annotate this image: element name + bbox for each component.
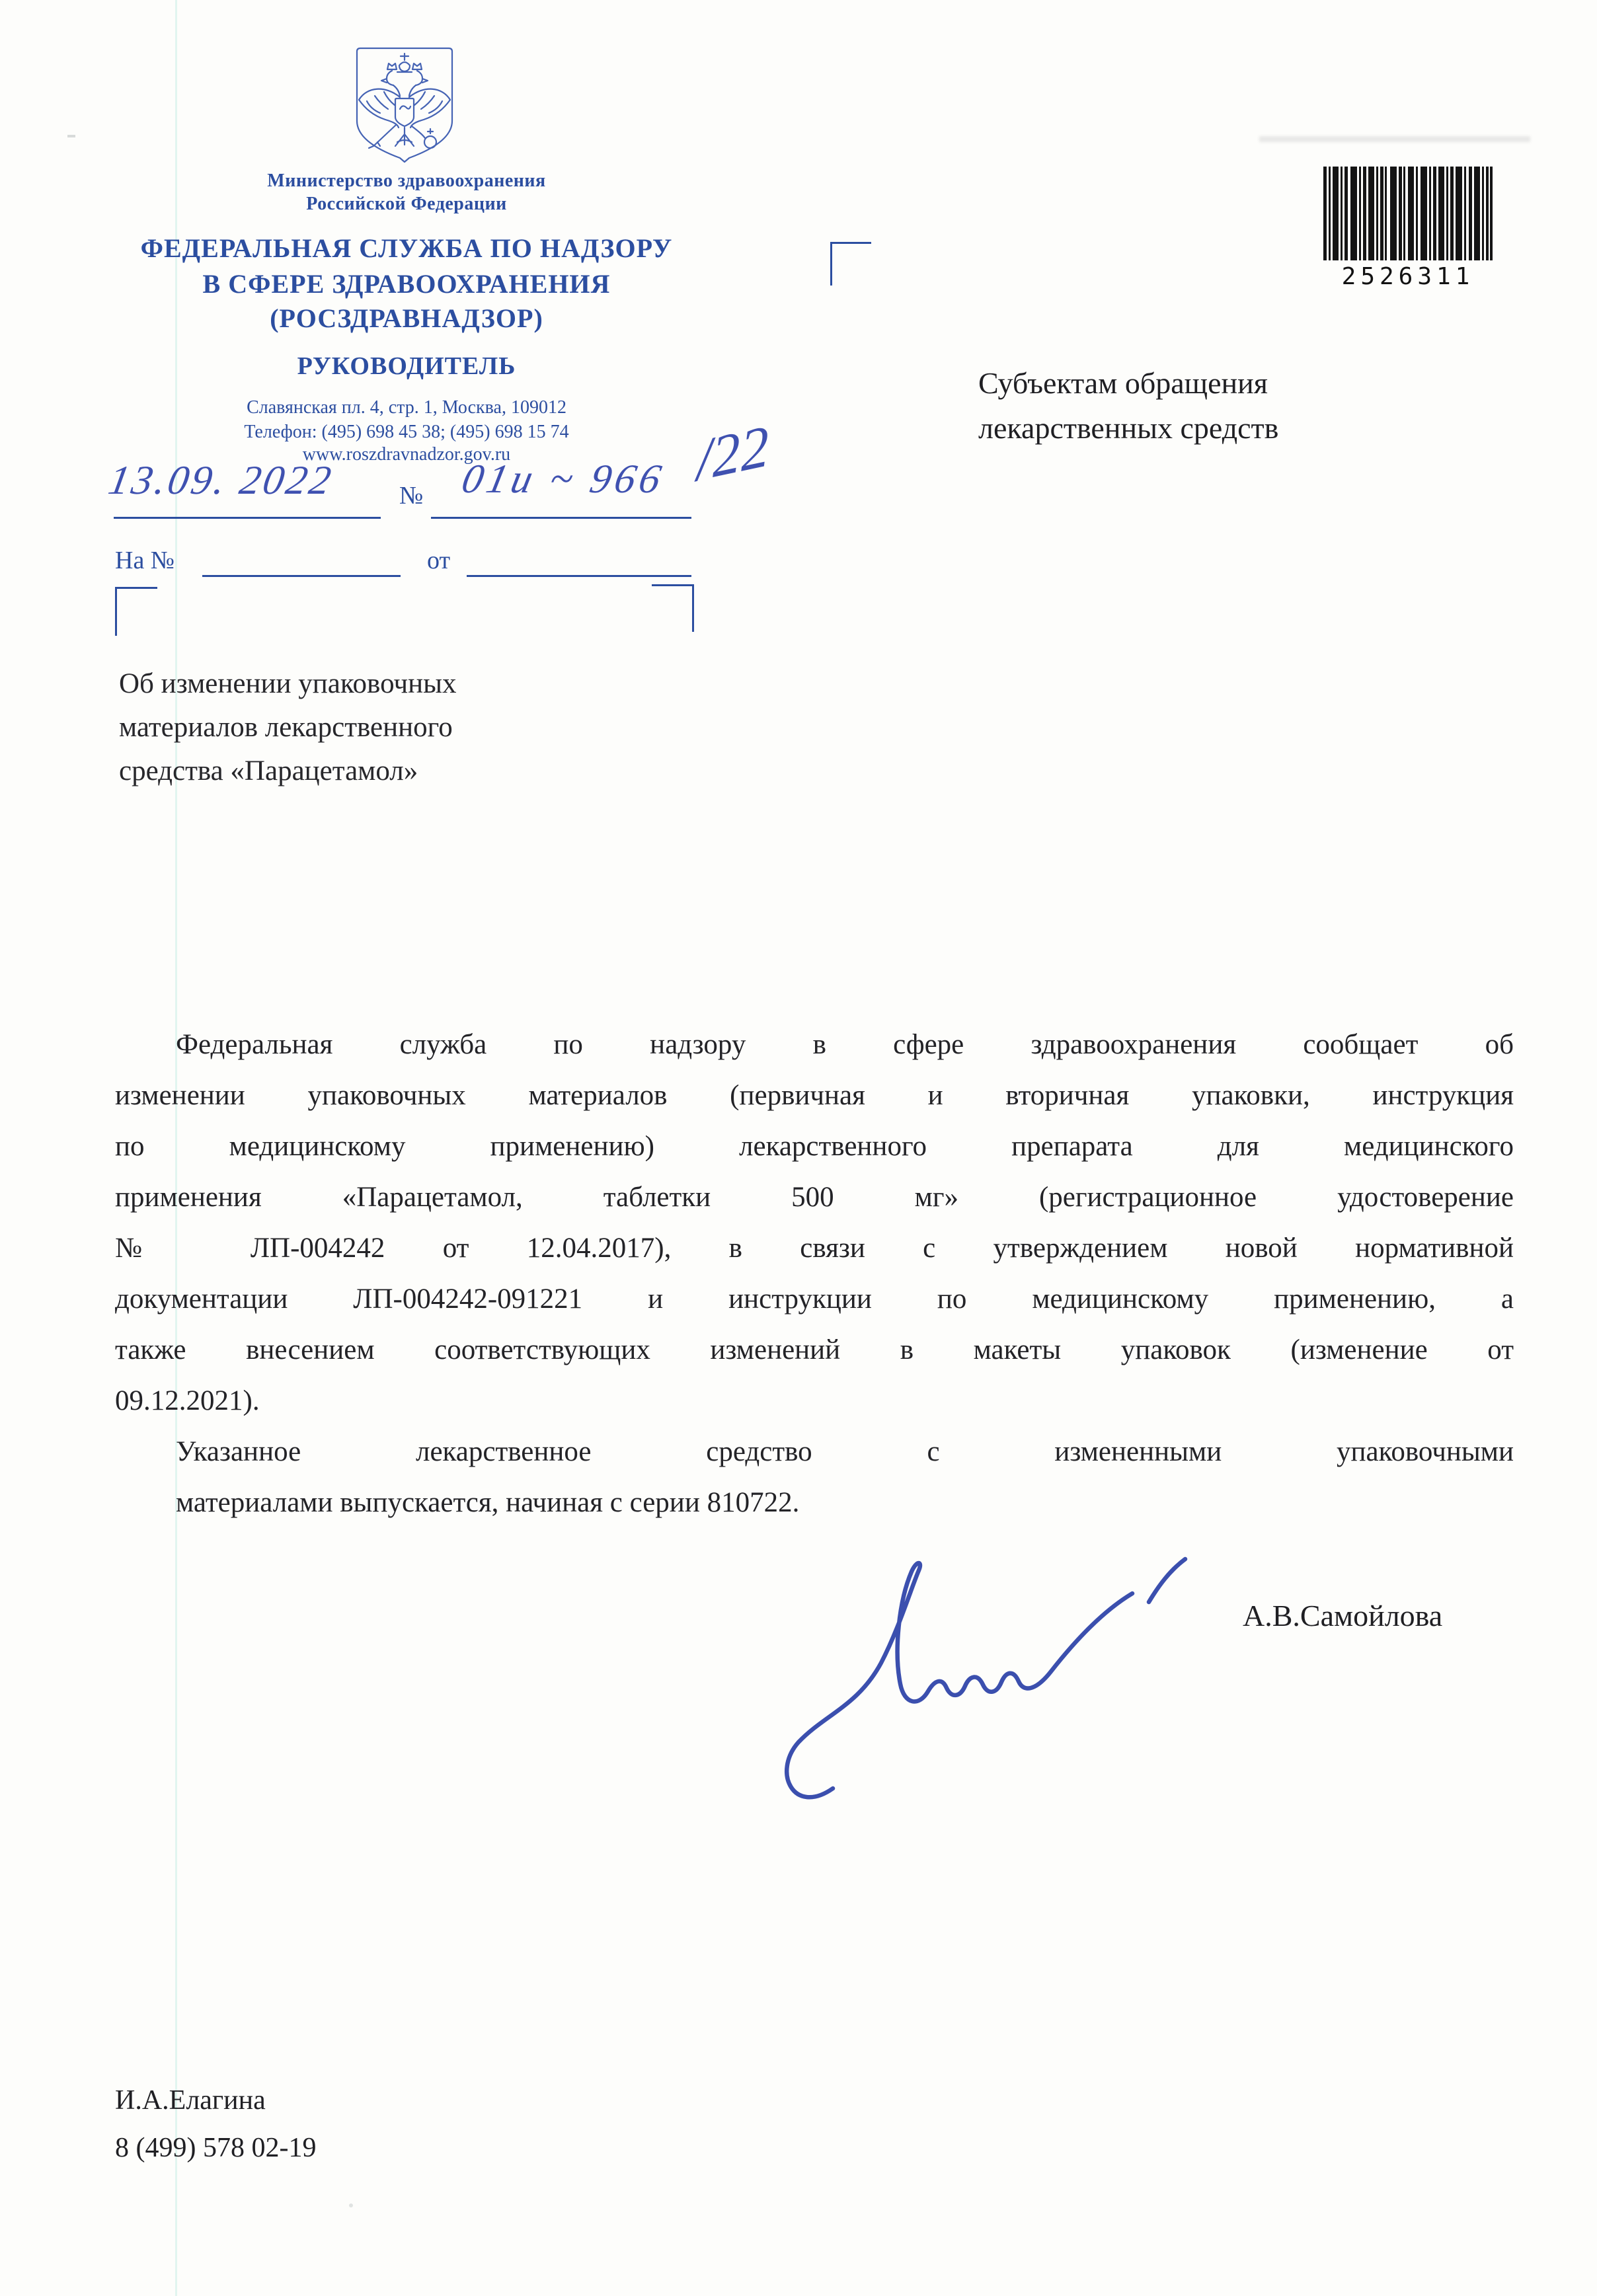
body-line: применения «Парацетамол, таблетки 500 мг» (регистрационное удостоверение <box>115 1182 1514 1213</box>
subject-line3: средства «Парацетамол» <box>119 755 418 786</box>
scan-artifact-speck <box>67 135 75 137</box>
body-line: 09.12.2021). <box>115 1385 260 1416</box>
subject-block <box>119 662 456 793</box>
barcode <box>1323 167 1493 260</box>
letterhead-address: Славянская пл. 4, стр. 1, Москва, 109012 <box>247 397 566 418</box>
letterhead-website: www.roszdravnadzor.gov.ru <box>302 444 511 465</box>
body-line: материалами выпускается, начиная с серии 810722. <box>176 1487 800 1518</box>
scan-artifact-smudge <box>1259 136 1530 142</box>
handwritten-outgoing-number: 01и ~ 966 <box>457 457 669 502</box>
ministry-name-line2: Российской Федерации <box>306 194 507 214</box>
recipient-block <box>978 361 1278 451</box>
reply-to-number-label: На № <box>115 547 175 574</box>
signer-name: А.В.Самойлова <box>1243 1599 1443 1632</box>
barcode-number: 2526311 <box>1341 263 1475 290</box>
position-title: РУКОВОДИТЕЛЬ <box>297 352 516 380</box>
scan-artifact-speck <box>349 2203 353 2207</box>
service-name-line1: ФЕДЕРАЛЬНАЯ СЛУЖБА ПО НАДЗОРУ <box>140 233 673 263</box>
service-name-line2: В СФЕРЕ ЗДРАВООХРАНЕНИЯ <box>202 269 611 299</box>
body-line: Федеральная служба по надзору в сфере здравоохранения сообщает об <box>176 1029 1514 1060</box>
handwritten-signature <box>754 1544 1229 1808</box>
ministry-name-line1: Министерство здравоохранения <box>267 171 546 191</box>
reply-date-underline <box>467 575 691 577</box>
body-line: № ЛП-004242 от 12.04.2017), в связи с утверждением новой нормативной <box>115 1233 1514 1264</box>
subject-line1: Об изменении упаковочных <box>119 668 457 699</box>
body-line: Указанное лекарственное средство с измененными упаковочными <box>176 1436 1514 1467</box>
reply-number-underline <box>202 575 401 577</box>
executor-contact-block <box>115 2077 316 2172</box>
executor-phone: 8 (499) 578 02-19 <box>115 2133 317 2163</box>
body-line: также внесением соответствующих изменений в макеты упаковок (изменение от <box>115 1334 1514 1365</box>
recipient-line2: лекарственных средств <box>978 411 1279 445</box>
date-underline <box>114 517 381 519</box>
executor-name: И.А.Елагина <box>115 2085 266 2116</box>
body-line: по медицинскому применению) лекарственного препарата для медицинского <box>115 1131 1514 1162</box>
numero-sign: № <box>399 482 424 510</box>
body-line: изменении упаковочных материалов (первичная и вторичная упаковки, инструкция <box>115 1080 1514 1111</box>
service-short-name: (РОСЗДРАВНАДЗОР) <box>270 303 543 333</box>
handwritten-number-suffix: /22 <box>695 413 770 494</box>
body-line: документации ЛП-004242-091221 и инструкции по медицинскому применению, а <box>115 1283 1514 1315</box>
coat-of-arms-icon <box>351 45 458 167</box>
letterhead-phone: Телефон: (495) 698 45 38; (495) 698 15 74 <box>244 422 569 442</box>
subject-line2: материалов лекарственного <box>119 712 453 743</box>
recipient-line1: Субъектам обращения <box>978 366 1268 400</box>
letter-body <box>115 1019 1514 1528</box>
reply-to-date-label: от <box>427 547 451 574</box>
number-underline <box>431 517 691 519</box>
handwritten-date: 13.09. 2022 <box>105 458 337 503</box>
